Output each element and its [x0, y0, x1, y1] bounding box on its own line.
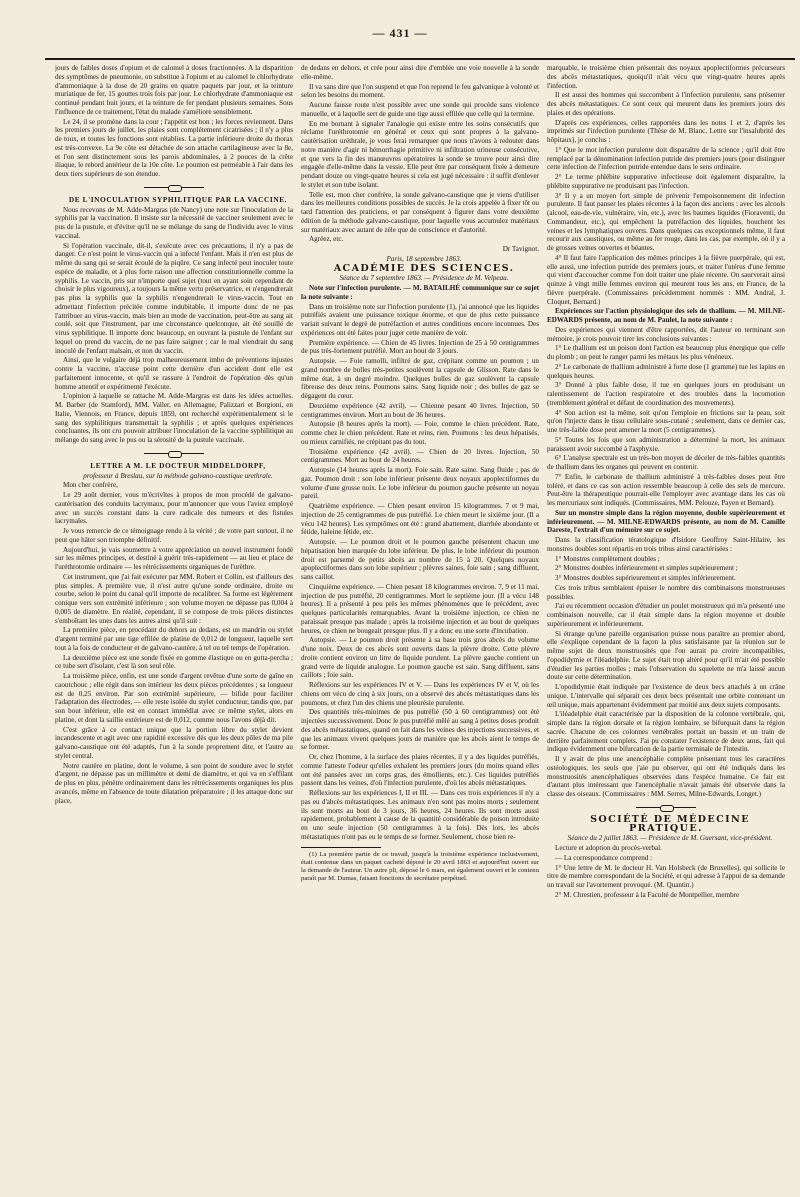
- paragraph: Notre cautère en platine, dont le volume, à son point de soudure avec le stylet d'argent, ne dépasse pas un millimètre et demi de diamètre, et qui va en s'effilant de plus en plus, pénètre ordinairement dans les rétrécissements organiques les plus avancés, même en l'absence de toute dilatation préparatoire ; il les attaque donc sur place,: [55, 761, 293, 805]
- paragraph: 2° Le terme phlébite suppurative infectieuse doit également disparaître, la phlébite suppurative ne produisant pas l'infection.: [547, 173, 785, 190]
- article-subheading: professeur à Breslau, sur la méthode galvano-caustique urethrale.: [83, 471, 273, 480]
- footnote: (1) La première partie de ce travail, jusqu'à la troisième expérience inclusivement, était contenue dans un paquet cacheté déposé le 20 avril 1863 et aujourd'hui ouvert sur la demande de l'auteur. Un autre pli, déposé le 6 mars, est également ouvert et le contenu paraît par M. Dumas, faisant fonctions de secrétaire perpétuel.: [301, 850, 539, 882]
- paragraph: J'ai eu récemment occasion d'étudier un poulet monstrueux qui m'a présenté une combinaison nouvelle, car il était simple dans la région moyenne et double supérieurement et inférieurement.: [547, 602, 785, 628]
- paragraph: Aujourd'hui, je vais soumettre à votre appréciation un nouvel instrument fondé sur les mêmes principes, et destiné à guérir très-rapidement — au lieu et place de l'uréthrotomie ordinaire — les rétrécissements organiques de l'urèthre.: [55, 545, 293, 571]
- paragraph: 4° Son action est la même, soit qu'on l'emploie en frictions sur la peau, soit qu'on l'injecte dans le tissu cellulaire sous-cutané ; seulement, dans ce dernier cas, une très-faible dose peut amener la mort (5 centigrammes).: [547, 408, 785, 434]
- paragraph: La troisième pièce, enfin, est une sonde d'argent revêtue d'une sorte de gaîne en caoutchouc ; elle régit dans son intérieur les deux pièces précédentes ; sa longueur est de 0,25 environ. Par son extrémité supérieure, — bifide pour faciliter l'adaptation des électrodes, — elle reste isolée du stylet conducteur, tandis que, par son bout inférieur, elle est en contact immédiat avec ce même stylet, alors en platine, et dont la saillie extérieure est de 0,012, comme nous l'avons déjà dit.: [55, 672, 293, 724]
- paragraph: 3° Donné à plus faible dose, il tue en quelques jours en produisant un ralentissement de l'action respiratoire et des troubles dans la locomotion (tremblement général et défaut de coordination des mouvements).: [547, 381, 785, 407]
- paragraph: Autopsie (8 heures après la mort). — Foie, comme le chien précédent. Rate, comme chez le chien précédent. Rate et reins, rien. Poumons : les deux hépatisés, ou mieux carnifiés, ne crépitant pas du tout.: [301, 420, 539, 446]
- paragraph: marquable, le troisième chien présentait des noyaux apoplectiformes précurseurs des abcès métastatiques, quoiqu'il n'ait vécu que vingt-quatre heures après l'infection.: [547, 64, 785, 90]
- paragraph: Ces trois tribus semblaient épuiser le nombre des combinaisons monstrueuses possibles.: [547, 583, 785, 601]
- salutation: Mon cher confrère,: [63, 481, 118, 490]
- paragraph: de dedans en dehors, et crée pour ainsi dire d'emblée une voie nouvelle à la sonde elle-même.: [301, 64, 539, 81]
- page-number: — 431 —: [372, 26, 428, 40]
- ornament-divider: [636, 807, 696, 808]
- signature: Dr Tavignot.: [502, 245, 539, 253]
- signature-date: Paris, 18 septembre 1863.: [386, 254, 462, 263]
- paragraph: La première pièce, en procédant du dehors au dedans, est un mandrin ou stylet d'argent terminé par une tige effilée de platine de 0,012 de longueur, laquelle sert tout à la fois de conducteur et de galvano-cautère, à tel ou tel temps de l'opération.: [55, 626, 293, 652]
- paragraph: L'opinion à laquelle se rattache M. Adde-Margras est dans les idées actuelles. M. Barber (de Stamford), MM. Valler, en Allemagne, Palizzari et Borgioni, en Italie, Viennois, en France, depuis 1859, ont recherché expérimentalement si le sang des syphilitiques transmettait la syphilis ; et après quelques expériences concluantes, ils ont cru pouvoir attribuer l'inoculation de la vaccine syphilitique au mélange du sang avec le pus ou la sérosité de la pustule vaccinale.: [55, 392, 293, 444]
- paragraph: Si étrange qu'une pareille organisation puisse nous paraître au premier abord, elle s'explique cependant de la façon la plus satisfaisante par la réunion sur le même sujet de deux monstruosités que l'on aurait pu croire incompatibles, l'opodidymie et l'iléadelphie. Le sujet était trop altéré pour qu'il m'ait été possible d'étudier les parties molles ; mais l'observation du squelette ne m'a laissé aucun doute sur cette détermination.: [547, 629, 785, 682]
- paragraph: Cinquième expérience. — Chien pesant 18 kilogrammes environ. 7, 9 et 11 mai, injection de pus putréfié, 20 centigrammes. Mort le septième jour. (Il a vécu 148 heures). Il a présenté à peu près les mêmes phénomènes que le précédent, avec quelques particularités remarquables. Avant la troisième injection, ce chien ne paraissait presque pas malade ; après la troisième injection et au bout de quelques heures, ce chien ne bougeait presque plus. Il y a donc eu une sorte d'incubation.: [301, 582, 539, 635]
- section-heading: SOCIÉTÉ DE MÉDECINE PRATIQUE.: [590, 813, 750, 834]
- paragraph: Troisième expérience (42 avril). — Chien de 20 livres. Injection, 50 centigrammes. Mort au bout de 24 heures.: [301, 447, 539, 465]
- paragraph: Nous recevons de M. Adde-Margras (de Nancy) une note sur l'inoculation de la syphilis par la vaccination. Il insiste sur la nécessité de vacciner seulement avec le pus de la pustule, et d'éviter qu'il ne se mélange du sang de l'individu avec le virus vaccinal.: [55, 205, 293, 240]
- paragraph: 6° L'analyse spectrale est un très-bon moyen de déceler de très-faibles quantités de thallium dans les organes qui peuvent en contenir.: [547, 454, 785, 471]
- paragraph: Dans la classification tératologique d'Isidore Geoffroy Saint-Hilaire, les monstres doubles sont répartis en trois tribus ainsi caractérisées :: [547, 536, 785, 553]
- paragraph: Le 29 août dernier, vous m'écrivîtes à propos de mon procédé de galvano-cautérisation des conduits lacrymaux, pour m'annoncer que vous l'aviez employé avec un succès constant dans la cure radicale des tumeurs et des fistules lacrymales.: [55, 491, 293, 526]
- paragraph: Ainsi, que le vulgaire déjà trop malheureusement imbu de préventions injustes contre la vaccine, n'accuse point cette dernière d'un accident dont elle est parfaitement innocente, et qu'il se rassure à l'endroit de l'opération dès qu'un homme attentif et expérimenté l'exécute.: [55, 356, 293, 391]
- paragraph: 2° M. Chrestien, professeur à la Faculté de Montpellier, membre: [555, 890, 740, 899]
- paragraph: 7° Enfin, le carbonate de thallium administré à très-faibles doses peut être toléré, et dans ce cas son action ressemble beaucoup à celle des sels de mercure. Peut-être la thérapeutique pourrait-elle l'employer avec avantage dans les cas où les mercuriaux sont indiqués. (Commissaires, MM. Pelouze, Payen et Bernard).: [547, 472, 785, 507]
- paragraph: 2° Monstres doubles inférieurement et simples supérieurement ;: [555, 564, 738, 573]
- section-heading: ACADÉMIE DES SCIENCES.: [333, 262, 515, 274]
- paragraph: Dans un troisième note sur l'infection purulente (1), j'ai annoncé que les liquides putréfiés avaient une puissance toxique énorme, et que de plus cette puissance variait suivant le degré de putréfaction et autres conditions encore inconnues. Des expériences ont été faites pour juger cette manière de voir.: [301, 302, 539, 337]
- paragraph: Autopsie (14 heures après la mort). Foie sain. Rate saine. Sang fluide ; pas de gaz. Poumon droit : son lobe inférieur présente deux noyaux apoplectiformes du volume d'une grosse noix. Le lobe inférieur du poumon gauche présente un noyau pareil.: [301, 466, 539, 501]
- paragraph: 1° Que le mot infection purulente doit disparaître de la science ; qu'il doit être remplacé par la dénomination infection putride des premiers jours (pour distinguer cette infection de l'infection putride entendue dans le sens ordinaire.: [547, 145, 785, 172]
- paragraph: Le 24, il se promène dans la cour ; l'appétit est bon ; les forces reviennent. Dans les premiers jours de juillet, les plaies sont complétement cicatrisées ; il n'y a plus de toux, et toutes les fonctions sont rétablies. La partie inférieure droite du thorax est très-convexe. La 9e côte est détachée de son attache cartilagineuse avec la 8e, et l'on sent distinctement sous les parois abdominales, à 2 pouces de la crête iliaque, le rebord antérieur de la 10e côte. Le poumon est perméable à l'air dans les deux tiers supérieurs de son étendue.: [55, 117, 293, 178]
- note-heading: Sur un monstre simple dans la région moyenne, double supérieurement et inférieurement. — M. MILNE-EDWARDS présente, au nom de M. Camille Dareste, l'extrait d'un mémoire sur ce sujet.: [547, 508, 785, 535]
- paragraph: 3° Monstres doubles supérieurement et simples inférieurement.: [555, 574, 736, 582]
- paragraph: Première expérience. — Chien de 45 livres. Injection de 25 à 50 centigrammes de pus très-fortement putréfié. Mort au bout de 3 jours.: [301, 338, 539, 356]
- note-heading: Note sur l'infection purulente. — M. BATAILHÉ communique sur ce sujet la note suivante :: [301, 284, 539, 301]
- paragraph: Réflexions sur les expériences IV et V. — Dans les expériences IV et V, où les chiens ont vécu de cinq à six jours, on a observé des abcès métastatiques dans les poumons, et chez l'un des chiens une pleurésie purulente.: [301, 681, 539, 707]
- ornament-divider: [144, 187, 204, 188]
- paragraph: — La correspondance comprend :: [555, 853, 653, 862]
- paragraph: Si l'opération vaccinale, dit-il, s'exécute avec ces précautions, il n'y a pas de danger. Ce n'est point le virus-vaccin qui a infecté l'enfant. Mais il n'en est plus de même du sang qui se serait écoulé de la piqûre. Ce sang infecté peut inoculer toute espèce de maladie, et à plus forte raison une affection constitutionnelle comme la syphilis. Le vaccin, pris sur n'importe quel sujet (tout en ayant soin cependant de choisir le plus vigoureux), a toujours la même vertu préservatrice, et n'engendrerait pas plus la syphilis que la syphilis n'engendrerait le virus-vaccin. Tout en admettant l'infection précitée comme indubitable, il importe donc de ne pas l'attribuer au virus-vaccin, mais bien au mode de vaccination, peut-être au sang ait coulé, soit que l'instrument, par une circonstance quelconque, ait été souillé de virus syphilitique. Il importe donc beaucoup, en ouvrant la pustule de l'enfant sur lequel on prend du vaccin, de ne pas faire saigner ; car le mal viendrait du sang inoculé de l'enfant malsain, et non du vaccin.: [55, 241, 293, 355]
- paragraph: Or, chez l'homme, à la surface des plaies récentes, il y a des liquides putréfiés, comme l'atteste l'odeur qu'elles exhalent les premiers jours (du moins quand elles ont été pansées avec un corps gras, des émollients, etc.). Ces liquides putréfiés passent dans les veines, d'où l'infection purulente, d'où les abcès métastatiques.: [301, 753, 539, 788]
- paragraph: Il est aussi des hommes qui succombent à l'infection purulente, sans présenter des abcès métastatiques. Ce sont ceux qui meurent dans les premiers jours des plaies et des opérations.: [547, 91, 785, 117]
- session-line: Séance du 2 juillet 1863. — Présidence de M. Guersant, vice-président.: [567, 834, 773, 843]
- article-heading: DE L'INOCULATION SYPHILITIQUE PAR LA VACCINE.: [68, 194, 288, 204]
- session-line: Séance du 7 septembre 1863. — Présidence de M. Velpeau.: [339, 274, 509, 283]
- paragraph: 1° Monstres complètement doubles ;: [555, 554, 660, 563]
- paragraph: C'est grâce à ce contact unique que la portion libre du stylet devient incandescente et agit avec une rapidité excessive dès que les deux pôles de ma pile galvano-caustique ont été adaptés, l'un à la sonde proprement dite, et l'autre au stylet central.: [55, 725, 293, 760]
- paragraph: 1° Le thallium est un poison dont l'action est beaucoup plus énergique que celle du plomb ; on peut le ranger parmi les métaux les plus vénéneux.: [547, 344, 785, 361]
- paragraph: La deuxième pièce est une sonde fixée en gomme élastique ou en gutta-percha ; ce tube sert d'isolant, c'est là son seul rôle.: [55, 653, 293, 671]
- paragraph: Il y avait de plus une anencéphalie complète présentant tous les caractères ostéologiques, les seuls que j'aie pu observer, qui ont été indiqués dans les monstruosités anencéphaliques observées dans l'espèce humaine. Ce fait est d'autant plus intéressant que l'anencéphalie n'avait jamais été observée dans la classe des oiseaux. (Commissaires : MM. Serres, Milne-Edwards, Longet.): [547, 755, 785, 798]
- paragraph: Agréez, etc.: [309, 235, 344, 244]
- paragraph: Quatrième expérience. — Chien pesant environ 15 kilogrammes. 7 et 9 mai, injection de 25 centigrammes de pus putréfié. Le chien meurt le sixième jour. (Il a vécu 142 heures). Les symptômes ont été : grand abattement, diarrhée abondante et fétide, haleine fétide, etc.: [301, 502, 539, 537]
- paragraph: Je vous remercie de ce témoignage rendu à la vérité ; de votre part surtout, il ne peut que hâter son triomphe définitif.: [55, 527, 293, 544]
- column-3: [547, 64, 785, 1182]
- paragraph: Lecture et adoption du procès-verbal.: [555, 844, 662, 852]
- article-heading: LETTRE A M. LE DOCTEUR MIDDELDORPF,: [90, 460, 266, 470]
- paragraph: En me bornant à signaler l'analogie qui existe entre les soins consécutifs que réclame l'uréthrotomie en général et ceux qui sont propres à la galvano-cautérisation uréthrale, je vous ferai remarquer que nous n'avons à redouter dans notre manière d'agir ni hémorrhagie primitive ni infiltration urineuse consécutive, et que vers la fin des manœuvres opératoires la sonde se trouve pour ainsi dire engagée d'elle-même dans la vessie. Elle peut être par conséquent fixée à demeure pendant douze ou vingt-quatre heures si cela est jugé nécessaire : il suffit d'enlever le stylet et son tube isolant.: [301, 119, 539, 189]
- paragraph: Autopsie. — Foie ramolli, infiltré de gaz, crépitant comme un poumon ; un grand nombre de bulles très-petites soulèvent la capsule de Glisson. Rate dans le même état, à un degré moindre. Quelques bulles de gaz soulèvent la capsule fibreuse des deux reins. Poumons sains. Sang liquide noir ; des bulles de gaz se dégagent du cœur.: [301, 357, 539, 400]
- paragraph: Deuxième expérience (42 avril). — Chienne pesant 40 livres. Injection, 50 centigrammes environ. Mort au bout de 36 heures.: [301, 401, 539, 419]
- paragraph: Il va sans dire que l'on suspend et que l'on reprend le feu galvanique à volonté et selon les besoins du moment.: [301, 82, 539, 100]
- column-1: [55, 64, 293, 1182]
- paragraph: Autopsie. — Le poumon droit et le poumon gauche présentent chacun une hépatisation bien marquée du lobe inférieur. De plus, le lobe inférieur du poumon droit est parsemé de petits abcès au nombre de 15 à 20. Quelques noyaux apoplectiformes dans son lobe supérieur ; plèvres saines, foie sain ; sang diffluent, sans caillot.: [301, 538, 539, 581]
- paragraph: Aucune fausse route n'est possible avec une sonde qui procède sans violence manuelle, et à laquelle sert de guide une tige aussi effilée que celle qui la termine.: [301, 101, 539, 118]
- paragraph: Autopsie. — Le poumon droit présente à sa base trois gros abcès du volume d'une noix. Deux de ces abcès sont ouverts dans la plèvre droite. Cette plèvre droite contient environ un litre de liquide purulent. La plèvre gauche contient un grand verre de liquide analogue. Le poumon gauche est sain. Sang diffluent, sans caillots ; foie sain.: [301, 636, 539, 680]
- paragraph: 5° Toutes les fois que son administration a déterminé la mort, les animaux paraissent avoir succombé à l'asphyxie.: [547, 435, 785, 453]
- footnote-rule: [301, 847, 381, 848]
- paragraph: Telle est, mon cher confrère, la sonde galvano-caustique que je viens d'utiliser dans les meilleures conditions possibles de succès. Je la crois appelée à fixer tôt ou tard l'attention des praticiens, et par conséquent à figurer dans votre deuxième édition de la méthode galvano-caustique, pour laquelle vous accumulez matériaux sur matériaux avec autant de zèle que de conscience et d'autorité.: [301, 190, 539, 234]
- paragraph: 1° Une lettre de M. le docteur H. Van Holsbeck (de Bruxelles), qui sollicite le titre de membre correspondant de la Société, et qui adresse à l'appui de sa demande un travail sur l'avortement provoqué. (M. Quantin.): [547, 863, 785, 889]
- paragraph: L'opodidymie était indiquée par l'existence de deux becs attachés à un crâne unique. L'intervalle qui séparait ces deux becs présentait une orbite contenant un œil unique, mais appartenant évidemment par moitié aux deux sujets composants.: [547, 683, 785, 709]
- paragraph: jours de faibles doses d'opium et de calomel à doses fractionnées. A la disparition des symptômes de pneumonie, on substitue à l'opium et au calomel le chlorhydrate d'ammoniaque à la dose de 20 grains en quatre paquets par jour, et la teinture muriatique de fer, 15 gouttes trois fois par jour. Le chlorhydrate d'ammoniaque est continué pendant huit jours, et la teinture de fer pendant plusieurs semaines. Sous l'influence de ce traitement, l'état du malade s'améliore sensiblement.: [55, 64, 293, 116]
- paragraph: 3° Il y a un moyen fort simple de prévenir l'empoisonnement dit infection purulente. Il faut panser les plaies récentes à la façon des anciens : avec les alcools (alcool, eau-de-vie, vulnéraire, vin, etc.), avec les baumes liquides (Fioraventi, du Commandeur, etc.), qui empêchent la putréfaction des liquides, bouchent les veines et les lymphatiques ouverts. Dans quelques cas exceptionnels même, il faut recourir aux caustiques, ou même au fer rouge, dans les cas, par exemple, où il y a de grosses veines ouvertes et béantes.: [547, 191, 785, 252]
- paragraph: Des expériences qui viennent d'être rapportées, dit l'auteur en terminant son mémoire, je crois pouvoir tirer les conclusions suivantes :: [547, 325, 785, 343]
- paragraph: D'après ces expériences, celles rapportées dans les notes 1 et 2, d'après les imprimés sur l'infection purulente (Thèse de M. Blanc, Lettre sur l'insalubrité des hôpitaux), je conclus :: [547, 118, 785, 144]
- paragraph: 2° Le carbonate de thallium administré à forte dose (1 gramme) tue les lapins en quelques heures.: [547, 362, 785, 380]
- paragraph: Cet instrument, que j'ai fait exécuter par MM. Robert et Collin, est d'ailleurs des plus simples. A première vue, il n'est autre qu'une sonde ordinaire, droite ou courbe, selon le point du canal qu'il importe de recalibrer. Sa forme est légèrement conique vers son extrémité inférieure ; son volume moyen ne dépasse pas 0,004 à 0,005 de diamètre. En réalité, cependant, il se compose de trois pièces distinctes s'emboîtant les unes dans les autres ainsi qu'il suit :: [55, 572, 293, 625]
- ornament-divider: [144, 453, 204, 454]
- column-2: [301, 64, 539, 1182]
- note-heading: Expériences sur l'action physiologique des sels de thallium. — M. MILNE-EDWARDS présente, au nom de M. Paulet, la note suivante :: [547, 307, 785, 324]
- paragraph: L'iléadelphie était caractérisée par la disposition de la colonne vertébrale, qui, simple dans la région dorsale et la région lombaire, se bifurquait dans la région sacrée. Chacune de ces colonnes vertébrales portait un bassin et un train de derrière parfaitement complets. J'ai pu constater l'existence de deux anus, fait qui indique évidemment une bifurcation de la partie terminale de l'intestin.: [547, 710, 785, 754]
- paragraph: Des quantités très-minimes de pus putréfié (50 à 60 centigrammes) ont été injectées successivement. Donc le pus putréfié mêlé au sang à petites doses produit des abcès métastatiques, quand on fait dans les veines des injections successives, et que les animaux vivent quelques jours de manière que les abcès aient le temps de se former.: [301, 708, 539, 752]
- header-rule: [45, 58, 795, 60]
- paragraph: Réflexions sur les expériences I, II et III. — Dans ces trois expériences il n'y a pas eu d'abcès métastatiques. Les animaux n'en sont pas moins morts ; seulement ils sont morts au bout de 3 jours, 36 heures, 24 heures. Ils sont morts aussi rapidement, probablement à cause de la quantité considérable de poison introduite en une seule injection (50 centigrammes à la fois). Dès lors, les abcès métastatiques n'ont pas eu le temps de se former. Seulement, chose bien re-: [301, 789, 539, 841]
- paragraph: 4° Il faut faire l'application des mêmes principes à la fièvre puerpérale, qui est, elle aussi, une infection putride des premiers jours, et traiter l'utérus d'une femme qui vient d'accoucher comme l'on doit traiter une plaie récente. On saurverait ainsi quinze à vingt mille femmes environ qui meurent tous les ans, en France, de la fièvre puerpérale. (Commissaires précédemment nommés : MM. Andral, J. Cloquet, Bernard.): [547, 253, 785, 306]
